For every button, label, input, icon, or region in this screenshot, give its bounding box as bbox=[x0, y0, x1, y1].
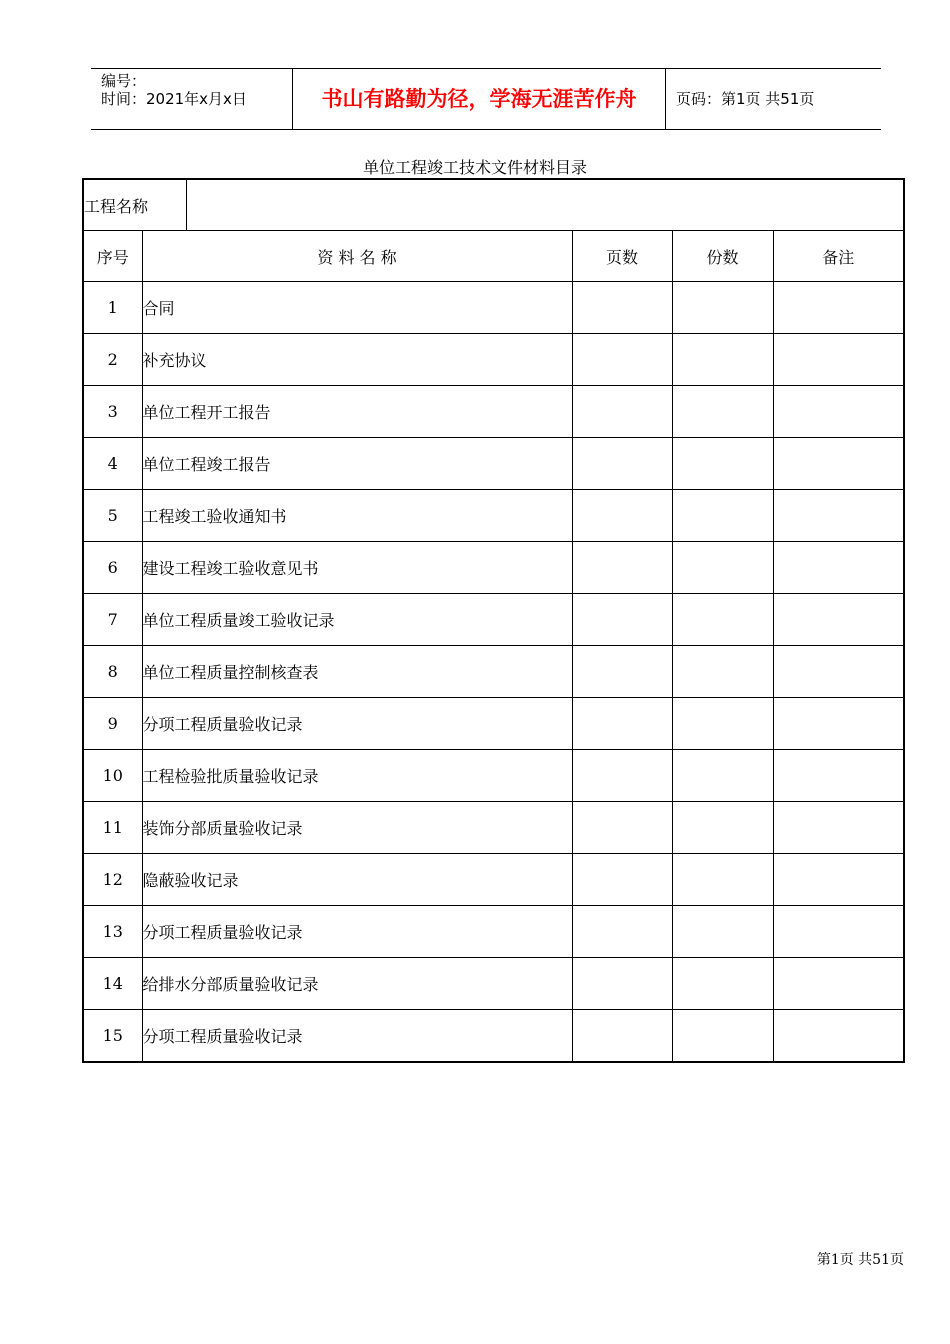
row-seq: 2 bbox=[83, 334, 142, 386]
row-pages-cell[interactable] bbox=[572, 282, 672, 334]
row-remarks-cell[interactable] bbox=[773, 854, 904, 906]
row-copies-cell[interactable] bbox=[672, 958, 773, 1010]
row-pages-cell[interactable] bbox=[572, 438, 672, 490]
number-label: 编号： bbox=[101, 72, 147, 90]
project-name-field[interactable] bbox=[186, 179, 904, 231]
row-seq: 14 bbox=[83, 958, 142, 1010]
row-material-name: 补充协议 bbox=[142, 334, 572, 386]
table-row bbox=[83, 854, 904, 906]
row-copies-cell[interactable] bbox=[672, 282, 773, 334]
document-title: 单位工程竣工技术文件材料目录 bbox=[362, 158, 587, 177]
header-page-info: 页码：第1页 共51页 bbox=[676, 90, 815, 108]
row-material-name: 合同 bbox=[142, 282, 572, 334]
row-copies-cell[interactable] bbox=[672, 854, 773, 906]
row-material-name: 分项工程质量验收记录 bbox=[142, 1010, 572, 1063]
col-pages-header: 页数 bbox=[572, 231, 672, 282]
row-remarks-cell[interactable] bbox=[773, 1010, 904, 1063]
row-seq: 4 bbox=[83, 438, 142, 490]
table-row bbox=[83, 646, 904, 698]
row-remarks-cell[interactable] bbox=[773, 282, 904, 334]
row-remarks-cell[interactable] bbox=[773, 646, 904, 698]
row-seq: 1 bbox=[83, 282, 142, 334]
table-row bbox=[83, 594, 904, 646]
project-row bbox=[83, 179, 904, 231]
page-header bbox=[91, 68, 881, 130]
row-seq: 15 bbox=[83, 1010, 142, 1063]
row-pages-cell[interactable] bbox=[572, 542, 672, 594]
row-material-name: 单位工程质量竣工验收记录 bbox=[142, 594, 572, 646]
materials-table bbox=[82, 178, 905, 1063]
row-pages-cell[interactable] bbox=[572, 802, 672, 854]
row-seq: 7 bbox=[83, 594, 142, 646]
table-row bbox=[83, 802, 904, 854]
row-copies-cell[interactable] bbox=[672, 802, 773, 854]
row-material-name: 分项工程质量验收记录 bbox=[142, 698, 572, 750]
row-pages-cell[interactable] bbox=[572, 906, 672, 958]
page-footer: 第1页 共51页 bbox=[816, 1252, 904, 1268]
row-material-name: 隐蔽验收记录 bbox=[142, 854, 572, 906]
row-material-name: 工程检验批质量验收记录 bbox=[142, 750, 572, 802]
row-pages-cell[interactable] bbox=[572, 698, 672, 750]
row-remarks-cell[interactable] bbox=[773, 542, 904, 594]
row-copies-cell[interactable] bbox=[672, 1010, 773, 1063]
row-seq: 9 bbox=[83, 698, 142, 750]
row-material-name: 单位工程竣工报告 bbox=[142, 438, 572, 490]
row-remarks-cell[interactable] bbox=[773, 958, 904, 1010]
row-material-name: 建设工程竣工验收意见书 bbox=[142, 542, 572, 594]
row-seq: 12 bbox=[83, 854, 142, 906]
row-seq: 10 bbox=[83, 750, 142, 802]
row-pages-cell[interactable] bbox=[572, 490, 672, 542]
row-copies-cell[interactable] bbox=[672, 490, 773, 542]
row-remarks-cell[interactable] bbox=[773, 906, 904, 958]
row-seq: 8 bbox=[83, 646, 142, 698]
row-remarks-cell[interactable] bbox=[773, 334, 904, 386]
row-pages-cell[interactable] bbox=[572, 646, 672, 698]
row-seq: 13 bbox=[83, 906, 142, 958]
table-row bbox=[83, 958, 904, 1010]
row-pages-cell[interactable] bbox=[572, 386, 672, 438]
row-copies-cell[interactable] bbox=[672, 438, 773, 490]
row-copies-cell[interactable] bbox=[672, 386, 773, 438]
row-remarks-cell[interactable] bbox=[773, 438, 904, 490]
time-label: 时间：2021年x月x日 bbox=[101, 90, 247, 108]
row-pages-cell[interactable] bbox=[572, 1010, 672, 1063]
row-copies-cell[interactable] bbox=[672, 646, 773, 698]
row-copies-cell[interactable] bbox=[672, 906, 773, 958]
row-pages-cell[interactable] bbox=[572, 750, 672, 802]
row-pages-cell[interactable] bbox=[572, 854, 672, 906]
row-pages-cell[interactable] bbox=[572, 334, 672, 386]
table-row bbox=[83, 386, 904, 438]
header-motto: 书山有路勤为径，学海无涯苦作舟 bbox=[293, 69, 666, 129]
table-row bbox=[83, 438, 904, 490]
row-seq: 5 bbox=[83, 490, 142, 542]
row-remarks-cell[interactable] bbox=[773, 490, 904, 542]
row-material-name: 单位工程质量控制核查表 bbox=[142, 646, 572, 698]
row-remarks-cell[interactable] bbox=[773, 802, 904, 854]
row-remarks-cell[interactable] bbox=[773, 594, 904, 646]
row-remarks-cell[interactable] bbox=[773, 750, 904, 802]
row-copies-cell[interactable] bbox=[672, 698, 773, 750]
row-material-name: 装饰分部质量验收记录 bbox=[142, 802, 572, 854]
row-material-name: 给排水分部质量验收记录 bbox=[142, 958, 572, 1010]
row-material-name: 单位工程开工报告 bbox=[142, 386, 572, 438]
row-material-name: 工程竣工验收通知书 bbox=[142, 490, 572, 542]
row-copies-cell[interactable] bbox=[672, 542, 773, 594]
table-row bbox=[83, 334, 904, 386]
table-row bbox=[83, 282, 904, 334]
table-row bbox=[83, 750, 904, 802]
project-name-label: 工程名称 bbox=[83, 179, 186, 231]
row-pages-cell[interactable] bbox=[572, 594, 672, 646]
header-meta bbox=[91, 69, 293, 129]
col-copies-header: 份数 bbox=[672, 231, 773, 282]
row-seq: 3 bbox=[83, 386, 142, 438]
table-row bbox=[83, 490, 904, 542]
table-row bbox=[83, 1010, 904, 1063]
col-name-header: 资 料 名 称 bbox=[142, 231, 572, 282]
row-remarks-cell[interactable] bbox=[773, 386, 904, 438]
row-remarks-cell[interactable] bbox=[773, 698, 904, 750]
row-copies-cell[interactable] bbox=[672, 334, 773, 386]
row-pages-cell[interactable] bbox=[572, 958, 672, 1010]
row-material-name: 分项工程质量验收记录 bbox=[142, 906, 572, 958]
table-row bbox=[83, 906, 904, 958]
col-seq-header: 序号 bbox=[83, 231, 142, 282]
table-row bbox=[83, 542, 904, 594]
row-copies-cell[interactable] bbox=[672, 594, 773, 646]
table-row bbox=[83, 698, 904, 750]
row-copies-cell[interactable] bbox=[672, 750, 773, 802]
row-seq: 11 bbox=[83, 802, 142, 854]
col-remarks-header: 备注 bbox=[773, 231, 904, 282]
table-header-row bbox=[83, 231, 904, 282]
row-seq: 6 bbox=[83, 542, 142, 594]
